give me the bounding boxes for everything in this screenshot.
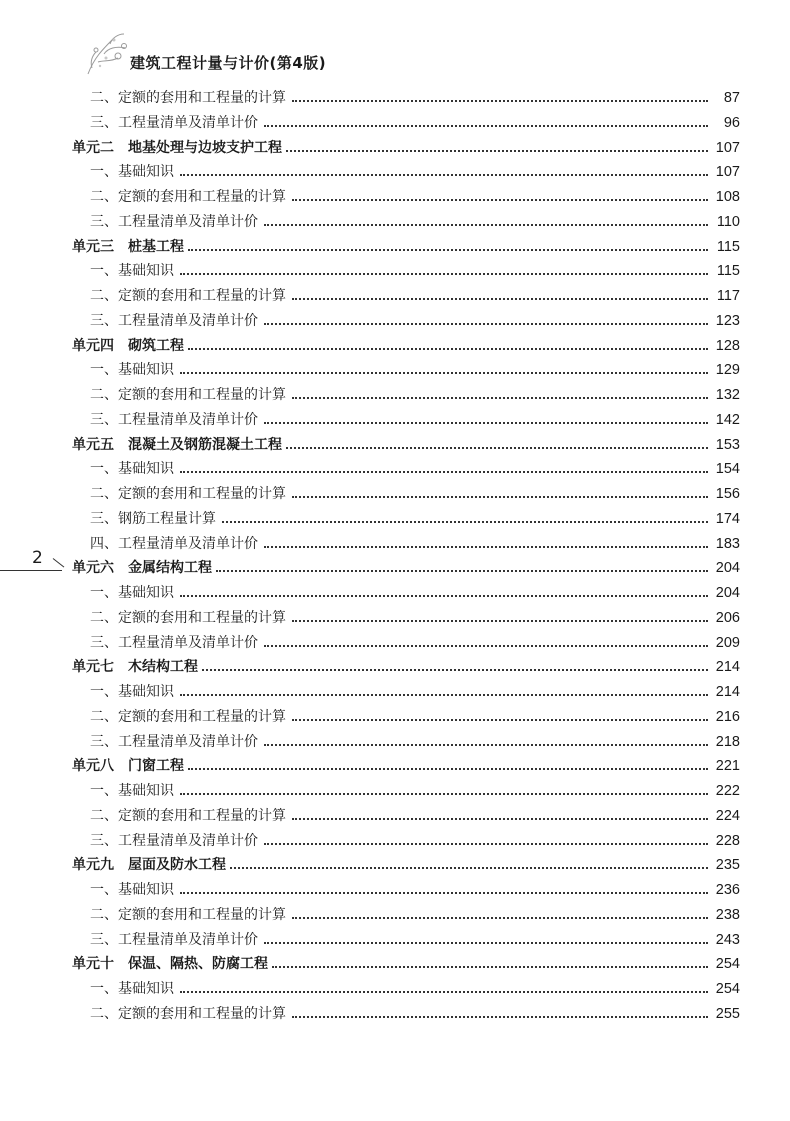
dot-leader [292,185,708,201]
toc-unit-entry[interactable] [72,136,740,161]
toc-section-entry[interactable] [72,804,740,829]
toc-entry-title: 单元五 混凝土及钢筋混凝土工程 [72,436,282,453]
dot-leader [272,952,708,968]
toc-entry-title: 单元六 金属结构工程 [72,560,212,577]
toc-entry-page: 96 [723,114,740,131]
toc-entry-page: 221 [715,758,740,775]
toc-unit-entry[interactable] [72,334,740,359]
toc-entry-title: 一、基础知识 [90,684,174,700]
dot-leader [292,606,708,622]
page-number: 2 [32,548,43,568]
toc-entry-page: 235 [715,857,740,874]
toc-entry-title: 一、基础知识 [90,783,174,799]
toc-entry-page: 204 [715,585,740,601]
dot-leader [264,730,708,746]
toc-section-entry[interactable] [72,581,740,606]
dot-leader [188,334,708,350]
toc-entry-page: 254 [715,981,740,997]
dot-leader [202,655,708,671]
dot-leader [216,556,708,572]
toc-entry-page: 254 [715,956,740,973]
toc-entry-title: 一、基础知识 [90,882,174,898]
toc-entry-title: 二、定额的套用和工程量的计算 [90,807,286,824]
toc-entry-title: 三、工程量清单及清单计价 [90,931,258,948]
toc-entry-title: 一、基础知识 [90,164,174,181]
toc-entry-title: 单元十 保温、隔热、防腐工程 [72,956,268,973]
dot-leader [180,358,708,374]
toc-entry-page: 110 [716,213,740,230]
toc-section-entry[interactable] [72,210,740,235]
toc-entry-title: 二、定额的套用和工程量的计算 [90,708,286,725]
dot-leader [180,457,708,473]
dot-leader [180,680,708,696]
toc-section-entry[interactable] [72,185,740,210]
dot-leader [264,928,708,944]
toc-entry-page: 87 [723,90,740,106]
toc-entry-page: 228 [715,832,740,849]
table-of-contents [72,86,740,1027]
toc-section-entry[interactable] [72,482,740,507]
toc-section-entry[interactable] [72,358,740,383]
toc-section-entry[interactable] [72,86,740,111]
toc-unit-entry[interactable] [72,433,740,458]
toc-entry-page: 236 [715,882,740,898]
toc-entry-page: 107 [715,164,740,181]
toc-section-entry[interactable] [72,878,740,903]
dot-leader [264,532,708,548]
dot-leader [286,136,708,152]
toc-entry-page: 214 [715,659,740,676]
toc-section-entry[interactable] [72,1002,740,1027]
dot-leader [180,977,708,993]
toc-entry-title: 一、基础知识 [90,585,174,601]
dot-leader [264,111,708,127]
toc-section-entry[interactable] [72,705,740,730]
dot-leader [286,433,708,449]
toc-entry-page: 156 [715,486,740,502]
toc-entry-page: 218 [715,733,740,750]
toc-section-entry[interactable] [72,532,740,557]
toc-entry-page: 123 [715,312,740,329]
toc-entry-page: 115 [716,238,740,255]
toc-entry-title: 二、定额的套用和工程量的计算 [90,906,286,923]
toc-entry-page: 214 [715,684,740,700]
toc-section-entry[interactable] [72,779,740,804]
dot-leader [292,903,708,919]
dot-leader [180,878,708,894]
toc-section-entry[interactable] [72,383,740,408]
toc-entry-title: 三、工程量清单及清单计价 [90,411,258,428]
toc-section-entry[interactable] [72,680,740,705]
toc-entry-title: 四、工程量清单及清单计价 [90,535,258,552]
dot-leader [264,631,708,647]
dot-leader [292,804,708,820]
toc-section-entry[interactable] [72,457,740,482]
toc-unit-entry[interactable] [72,235,740,260]
toc-entry-page: 255 [715,1005,740,1022]
toc-entry-page: 224 [715,807,740,824]
toc-entry-title: 二、定额的套用和工程量的计算 [90,189,286,205]
dot-leader [292,86,708,102]
toc-section-entry[interactable] [72,259,740,284]
book-title: 建筑工程计量与计价(第4版) [130,54,327,72]
dot-leader [292,284,708,300]
toc-entry-page: 129 [715,362,740,379]
toc-entry-page: 132 [715,387,740,403]
toc-unit-entry[interactable] [72,754,740,779]
toc-section-entry[interactable] [72,111,740,136]
toc-entry-title: 一、基础知识 [90,461,174,478]
dot-leader [230,853,708,869]
page-number-rule [0,570,62,571]
toc-entry-page: 222 [715,783,740,799]
toc-unit-entry[interactable] [72,655,740,680]
toc-entry-page: 243 [715,931,740,948]
dot-leader [264,210,708,226]
toc-section-entry[interactable] [72,631,740,656]
dot-leader [188,754,708,770]
toc-entry-page: 107 [715,139,740,156]
toc-entry-page: 209 [715,634,740,651]
toc-unit-entry[interactable] [72,556,740,581]
toc-entry-title: 三、工程量清单及清单计价 [90,312,258,329]
toc-entry-title: 三、工程量清单及清单计价 [90,634,258,651]
toc-entry-title: 三、工程量清单及清单计价 [90,733,258,750]
dot-leader [292,383,708,399]
dot-leader [180,259,708,275]
toc-entry-page: 183 [715,535,740,552]
toc-entry-page: 115 [716,263,740,280]
toc-entry-title: 三、工程量清单及清单计价 [90,213,258,230]
toc-section-entry[interactable] [72,160,740,185]
toc-entry-page: 154 [715,461,740,478]
toc-entry-page: 108 [715,189,740,205]
dot-leader [292,705,708,721]
toc-section-entry[interactable] [72,730,740,755]
toc-entry-title: 二、定额的套用和工程量的计算 [90,387,286,403]
dot-leader [264,408,708,424]
toc-section-entry[interactable] [72,903,740,928]
dot-leader [188,235,708,251]
toc-section-entry[interactable] [72,284,740,309]
toc-entry-page: 238 [715,906,740,923]
toc-section-entry[interactable] [72,928,740,953]
toc-entry-title: 单元七 木结构工程 [72,659,198,676]
toc-entry-page: 142 [715,411,740,428]
toc-entry-title: 单元九 屋面及防水工程 [72,857,226,874]
toc-entry-title: 一、基础知识 [90,981,174,997]
toc-entry-title: 单元二 地基处理与边坡支护工程 [72,139,282,156]
page-number-tick [53,558,65,567]
toc-section-entry[interactable] [72,507,740,532]
toc-entry-title: 一、基础知识 [90,263,174,280]
toc-entry-title: 三、工程量清单及清单计价 [90,114,258,131]
toc-entry-title: 一、基础知识 [90,362,174,379]
toc-entry-title: 三、钢筋工程量计算 [90,510,216,527]
toc-unit-entry[interactable] [72,853,740,878]
toc-entry-title: 二、定额的套用和工程量的计算 [90,609,286,626]
toc-entry-page: 128 [715,337,740,354]
dot-leader [180,779,708,795]
toc-unit-entry[interactable] [72,952,740,977]
toc-entry-title: 二、定额的套用和工程量的计算 [90,1005,286,1022]
toc-section-entry[interactable] [72,606,740,631]
toc-entry-page: 206 [715,609,740,626]
toc-entry-page: 204 [715,560,740,577]
toc-section-entry[interactable] [72,408,740,433]
dot-leader [222,507,708,523]
toc-entry-page: 174 [715,510,740,527]
dot-leader [264,309,708,325]
toc-entry-title: 单元四 砌筑工程 [72,337,184,354]
toc-section-entry[interactable] [72,309,740,334]
header-decoration-icon [84,28,132,78]
toc-entry-title: 二、定额的套用和工程量的计算 [90,486,286,502]
toc-entry-title: 二、定额的套用和工程量的计算 [90,288,286,304]
dot-leader [292,482,708,498]
toc-section-entry[interactable] [72,977,740,1002]
dot-leader [292,1002,708,1018]
toc-entry-title: 单元八 门窗工程 [72,758,184,775]
toc-entry-page: 117 [716,288,740,304]
dot-leader [180,160,708,176]
dot-leader [180,581,708,597]
toc-entry-title: 二、定额的套用和工程量的计算 [90,90,286,106]
toc-entry-page: 216 [715,708,740,725]
dot-leader [264,829,708,845]
toc-entry-title: 单元三 桩基工程 [72,238,184,255]
toc-entry-page: 153 [715,436,740,453]
toc-section-entry[interactable] [72,829,740,854]
toc-entry-title: 三、工程量清单及清单计价 [90,832,258,849]
